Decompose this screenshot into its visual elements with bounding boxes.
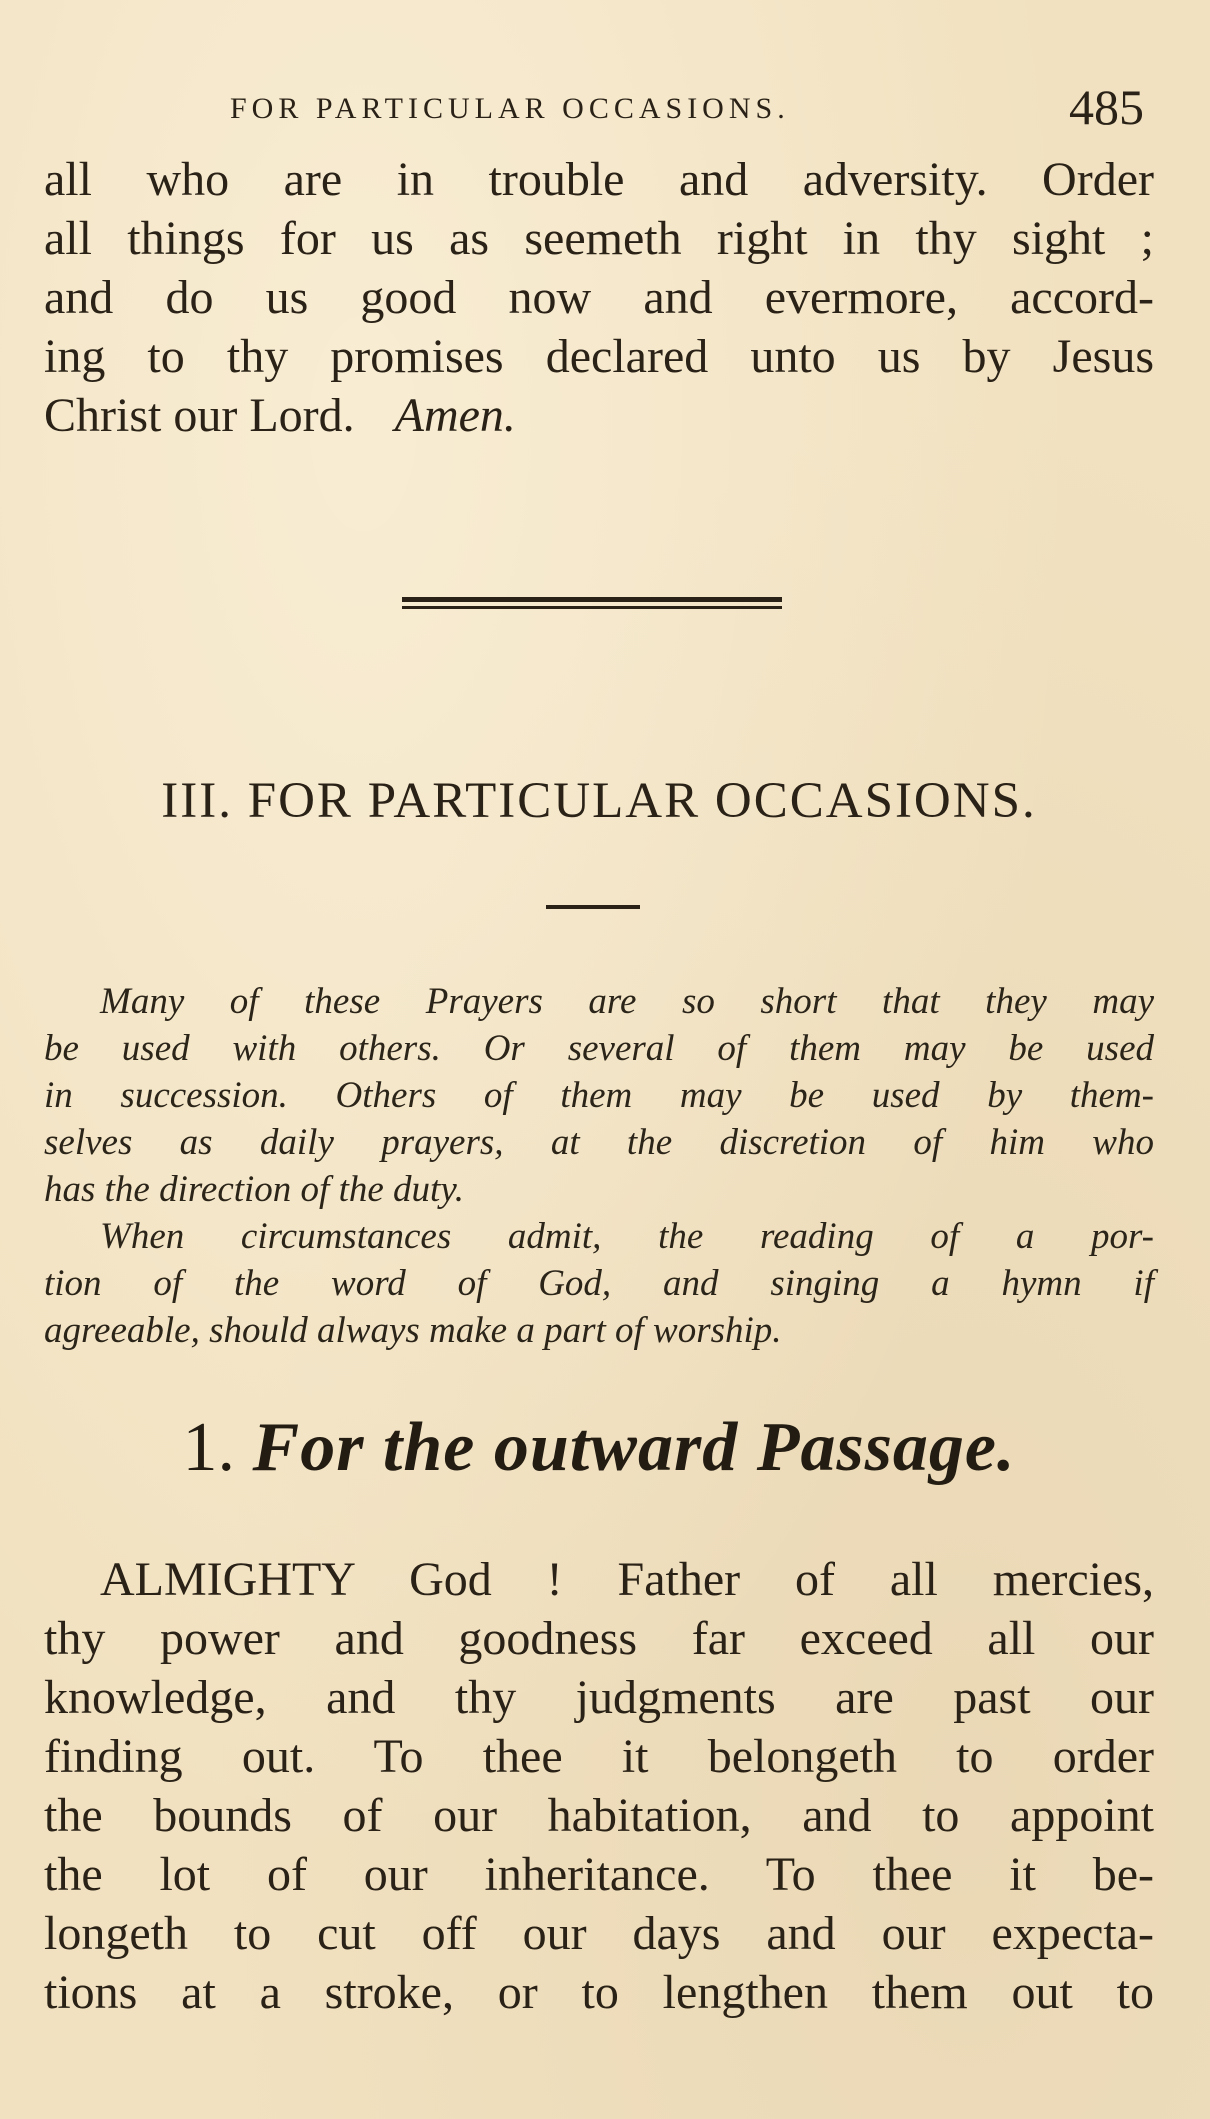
text-line: knowledge, and thy judgments are past our <box>44 1671 1154 1724</box>
running-head: FOR PARTICULAR OCCASIONS. <box>230 92 790 125</box>
page-number: 485 <box>1069 79 1144 135</box>
note-line: Many of these Prayers are so short that they may <box>100 981 1154 1022</box>
text-line <box>44 386 1154 445</box>
rule-thick <box>402 597 782 602</box>
text-line: and do us good now and evermore, accord- <box>44 271 1154 324</box>
text-line: the bounds of our habitation, and to appoint <box>44 1789 1154 1842</box>
text-line: finding out. To thee it belongeth to order <box>44 1730 1154 1783</box>
note-line: has the direction of the duty. <box>44 1169 464 1210</box>
prayer-title: For the outward Passage. <box>252 1409 1016 1486</box>
closing-text: Christ our Lord. <box>44 389 355 442</box>
note-line: selves as daily prayers, at the discretion of him who <box>44 1122 1154 1163</box>
instruction-note <box>44 978 1154 1354</box>
prayer-number: 1. <box>182 1409 235 1486</box>
text-line: all who are in trouble and adversity. Order <box>44 153 1154 206</box>
prayer-body <box>44 1550 1154 2022</box>
note-line: in succession. Others of them may be used by them- <box>44 1075 1154 1116</box>
text-line: all things for us as seemeth right in thy sight ; <box>44 212 1154 265</box>
amen-text: Amen. <box>394 389 516 442</box>
note-line: tion of the word of God, and singing a hymn if <box>44 1263 1154 1304</box>
prayer-heading <box>44 1408 1154 1488</box>
intro-paragraph <box>44 150 1154 445</box>
note-line: agreeable, should always make a part of worship. <box>44 1310 782 1351</box>
ornamental-rule <box>402 597 782 611</box>
note-line: be used with others. Or several of them may be used <box>44 1028 1154 1069</box>
text-line: ALMIGHTY God ! Father of all mercies, <box>100 1553 1154 1606</box>
text-line: ing to thy promises declared unto us by Jesus <box>44 330 1154 383</box>
section-heading: III. FOR PARTICULAR OCCASIONS. <box>161 773 1037 829</box>
text-line: thy power and goodness far exceed all our <box>44 1612 1154 1665</box>
text-line: tions at a stroke, or to lengthen them out to <box>44 1966 1154 2019</box>
note-line: When circumstances admit, the reading of a por- <box>100 1216 1154 1257</box>
rule-thin <box>402 606 782 609</box>
page-header <box>230 79 1144 136</box>
text-line: longeth to cut off our days and our expecta- <box>44 1907 1154 1960</box>
text-line: the lot of our inheritance. To thee it be- <box>44 1848 1154 1901</box>
short-rule <box>546 905 640 909</box>
